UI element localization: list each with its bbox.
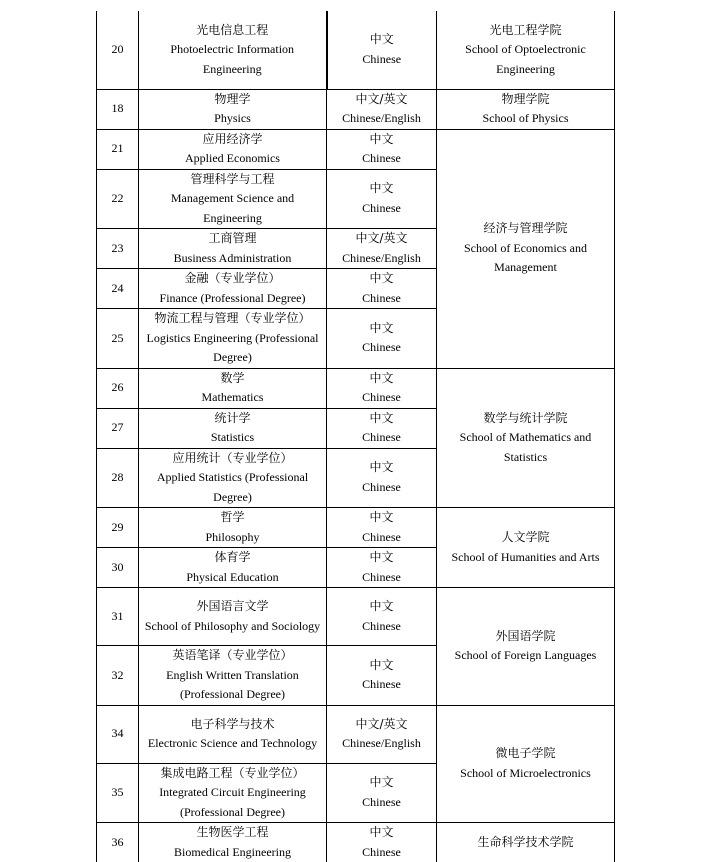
language-en: Chinese/English xyxy=(331,734,432,754)
row-number: 26 xyxy=(97,368,139,408)
row-number: 30 xyxy=(97,548,139,588)
school-name-en: School of Humanities and Arts xyxy=(441,548,610,568)
major-name-zh: 生物医学工程 xyxy=(143,823,322,843)
major-name-en: Photoelectric Information Engineering xyxy=(143,40,322,79)
school-name-zh: 经济与管理学院 xyxy=(441,219,610,239)
language-zh: 中文/英文 xyxy=(331,715,432,735)
language-cell xyxy=(327,646,437,706)
school-name-zh: 人文学院 xyxy=(441,528,610,548)
row-number: 29 xyxy=(97,508,139,548)
school-cell xyxy=(437,368,615,508)
language-cell xyxy=(327,129,437,169)
table-row xyxy=(97,11,615,89)
row-number: 21 xyxy=(97,129,139,169)
language-en: Chinese xyxy=(331,568,432,588)
language-zh: 中文 xyxy=(331,597,432,617)
row-number: 22 xyxy=(97,169,139,229)
major-cell xyxy=(139,269,327,309)
language-cell xyxy=(327,508,437,548)
major-cell xyxy=(139,368,327,408)
row-number: 36 xyxy=(97,823,139,862)
language-cell xyxy=(327,548,437,588)
major-name-zh: 管理科学与工程 xyxy=(143,170,322,190)
language-zh: 中文 xyxy=(331,823,432,843)
language-en: Chinese xyxy=(331,793,432,813)
language-en: Chinese xyxy=(331,388,432,408)
language-en: Chinese xyxy=(331,843,432,862)
major-cell xyxy=(139,548,327,588)
major-name-en: Logistics Engineering (Professional Degree) xyxy=(143,329,322,368)
major-name-zh: 物理学 xyxy=(143,90,322,110)
table-row xyxy=(97,89,615,129)
school-name-zh: 光电工程学院 xyxy=(441,21,610,41)
language-cell xyxy=(327,229,437,269)
language-zh: 中文 xyxy=(331,458,432,478)
language-zh: 中文 xyxy=(331,409,432,429)
major-name-zh: 金融（专业学位） xyxy=(143,269,322,289)
major-name-zh: 体育学 xyxy=(143,548,322,568)
major-name-en: Physics xyxy=(143,109,322,129)
major-name-en: Biomedical Engineering xyxy=(143,843,322,862)
table-row xyxy=(97,508,615,548)
school-cell xyxy=(437,11,615,89)
major-name-zh: 电子科学与技术 xyxy=(143,715,322,735)
language-en: Chinese xyxy=(331,149,432,169)
major-cell xyxy=(139,408,327,448)
language-cell xyxy=(327,89,437,129)
school-cell xyxy=(437,508,615,588)
row-number: 23 xyxy=(97,229,139,269)
row-number: 28 xyxy=(97,448,139,508)
major-name-en: School of Philosophy and Sociology xyxy=(143,617,322,637)
language-en: Chinese xyxy=(332,50,433,70)
row-number: 25 xyxy=(97,309,139,369)
language-cell xyxy=(327,11,437,89)
major-cell xyxy=(139,309,327,369)
language-en: Chinese xyxy=(331,675,432,695)
major-name-zh: 统计学 xyxy=(143,409,322,429)
row-number: 34 xyxy=(97,705,139,763)
major-cell xyxy=(139,823,327,862)
major-cell xyxy=(139,763,327,823)
table-row xyxy=(97,368,615,408)
major-name-en: Finance (Professional Degree) xyxy=(143,289,322,309)
language-cell xyxy=(327,408,437,448)
school-cell xyxy=(437,705,615,823)
school-cell xyxy=(437,588,615,706)
school-name-zh: 生命科学技术学院 xyxy=(441,833,610,853)
school-name-en: School of Economics and Management xyxy=(441,239,610,278)
row-number: 35 xyxy=(97,763,139,823)
school-name-zh: 微电子学院 xyxy=(441,744,610,764)
language-en: Chinese/English xyxy=(331,109,432,129)
language-cell xyxy=(327,169,437,229)
major-name-zh: 集成电路工程（专业学位） xyxy=(143,764,322,784)
language-en: Chinese xyxy=(331,338,432,358)
programs-table xyxy=(96,11,615,862)
major-name-zh: 外国语言文学 xyxy=(143,597,322,617)
language-zh: 中文/英文 xyxy=(331,90,432,110)
major-name-zh: 英语笔译（专业学位） xyxy=(143,646,322,666)
school-cell xyxy=(437,89,615,129)
major-name-en: Management Science and Engineering xyxy=(143,189,322,228)
language-cell xyxy=(327,269,437,309)
major-name-en: Business Administration xyxy=(143,249,322,269)
major-cell xyxy=(139,129,327,169)
row-number: 31 xyxy=(97,588,139,646)
language-en: Chinese xyxy=(331,199,432,219)
major-name-zh: 工商管理 xyxy=(143,229,322,249)
school-cell xyxy=(437,129,615,368)
school-name-en: School of Mathematics and Statistics xyxy=(441,428,610,467)
language-cell xyxy=(327,763,437,823)
school-name-zh: 外国语学院 xyxy=(441,627,610,647)
major-name-zh: 物流工程与管理（专业学位） xyxy=(143,309,322,329)
major-name-en: Mathematics xyxy=(143,388,322,408)
major-cell xyxy=(139,89,327,129)
table-row xyxy=(97,129,615,169)
major-name-en: Integrated Circuit Engineering (Professional Degree) xyxy=(143,783,322,822)
row-number: 18 xyxy=(97,89,139,129)
major-name-en: Applied Economics xyxy=(143,149,322,169)
major-name-en: Statistics xyxy=(143,428,322,448)
major-cell xyxy=(139,448,327,508)
major-cell xyxy=(139,646,327,706)
major-name-en: Applied Statistics (Professional Degree) xyxy=(143,468,322,507)
major-name-zh: 哲学 xyxy=(143,508,322,528)
language-zh: 中文 xyxy=(331,656,432,676)
language-zh: 中文 xyxy=(331,179,432,199)
major-name-en: Physical Education xyxy=(143,568,322,588)
row-number: 24 xyxy=(97,269,139,309)
major-name-zh: 应用统计（专业学位） xyxy=(143,449,322,469)
language-zh: 中文 xyxy=(331,319,432,339)
major-name-en: Philosophy xyxy=(143,528,322,548)
major-cell xyxy=(139,508,327,548)
language-cell xyxy=(327,368,437,408)
language-cell xyxy=(327,823,437,862)
major-cell xyxy=(139,229,327,269)
language-zh: 中文 xyxy=(332,30,433,50)
language-zh: 中文 xyxy=(331,508,432,528)
language-zh: 中文/英文 xyxy=(331,229,432,249)
language-cell xyxy=(327,309,437,369)
major-cell xyxy=(139,705,327,763)
language-en: Chinese xyxy=(331,428,432,448)
school-name-zh: 数学与统计学院 xyxy=(441,409,610,429)
row-number: 27 xyxy=(97,408,139,448)
language-en: Chinese xyxy=(331,528,432,548)
language-en: Chinese/English xyxy=(331,249,432,269)
school-name-en: School of Microelectronics xyxy=(441,764,610,784)
row-number: 20 xyxy=(97,11,139,89)
language-cell xyxy=(327,588,437,646)
school-name-zh: 物理学院 xyxy=(441,90,610,110)
language-zh: 中文 xyxy=(331,548,432,568)
school-name-en: School of Foreign Languages xyxy=(441,646,610,666)
major-name-zh: 应用经济学 xyxy=(143,130,322,150)
language-zh: 中文 xyxy=(331,130,432,150)
table-row xyxy=(97,588,615,646)
school-name-en: School of Physics xyxy=(441,109,610,129)
language-cell xyxy=(327,705,437,763)
major-name-zh: 数学 xyxy=(143,369,322,389)
major-name-en: Electronic Science and Technology xyxy=(143,734,322,754)
major-cell xyxy=(139,11,327,89)
language-zh: 中文 xyxy=(331,269,432,289)
school-cell xyxy=(437,823,615,862)
language-en: Chinese xyxy=(331,478,432,498)
language-zh: 中文 xyxy=(331,773,432,793)
language-en: Chinese xyxy=(331,289,432,309)
table-row xyxy=(97,705,615,763)
major-name-zh: 光电信息工程 xyxy=(143,21,322,41)
school-name-en: School of Optoelectronic Engineering xyxy=(441,40,610,79)
row-number: 32 xyxy=(97,646,139,706)
language-cell xyxy=(327,448,437,508)
table-row xyxy=(97,823,615,862)
major-cell xyxy=(139,588,327,646)
major-name-en: English Written Translation (Professional Degree) xyxy=(143,666,322,705)
language-zh: 中文 xyxy=(331,369,432,389)
language-en: Chinese xyxy=(331,617,432,637)
major-cell xyxy=(139,169,327,229)
